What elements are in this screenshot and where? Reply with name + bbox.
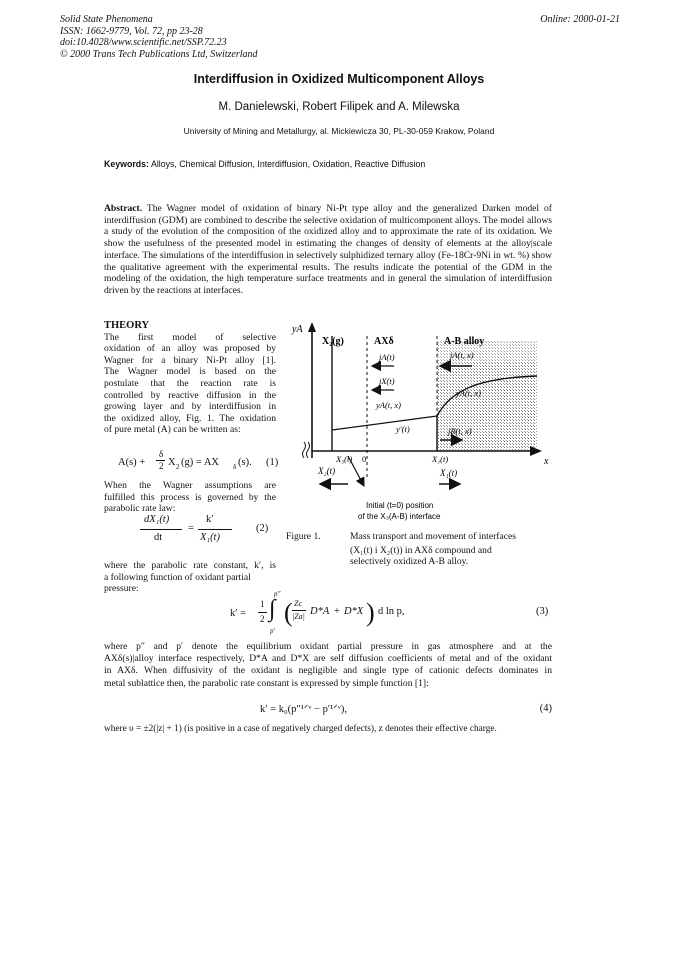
fig-jb-label: jB(t, x) <box>448 426 472 436</box>
fig-yprime-label: y′(t) <box>396 424 410 434</box>
eq3-da: D*A <box>310 606 330 617</box>
axis-break-left <box>303 442 306 458</box>
last-line: where υ = ±2(|z| + 1) (is positive in a case of negatively charged defects), z denotes their effective charge. <box>104 724 497 734</box>
eq1-x: X <box>168 457 176 468</box>
fig-note-line-2: of the X₃(A-B) interface <box>358 512 441 521</box>
authors: M. Danielewski, Robert Filipek and A. Milewska <box>218 101 460 113</box>
paragraph-after-eq3 <box>104 641 552 690</box>
theory-line: a following function of oxidant partial <box>104 571 251 583</box>
keywords <box>104 159 425 169</box>
eq4-number: (4) <box>539 703 552 714</box>
fig-x2t-label: X₂(t) <box>318 466 336 476</box>
eq1-sub: 2 <box>176 463 180 471</box>
abstract-text: The Wagner model of oxidation of binary Ni-Pt type alloy and the generalized Darken model of interdiffusion (GDM) are combined to describe the selective oxidation of multicomponent alloys. The model allows a study of the evolution of the composition of the oxidized alloy and to approximate the rate of its oxidation. We show the usefulness of the presented model in estimating the changes of density of elements at the alloy|scale interface. The simulations of the interdiffusion in selectively sulphidized ternary alloy (Fe-18Cr-9Ni in wt. %) show the qualitative agreement with the experimental results. The results indicate the potential of the GDM in the modeling of the oxidation, the high temperature surface treatments and in general the simulation of interdiffusion driven by the reactions at interfaces. <box>104 203 553 296</box>
eq1-tail: (s). <box>238 457 252 468</box>
y-axis-arrow <box>308 322 316 332</box>
eq3-upper-limit: p″ <box>274 590 281 598</box>
eq3-tail: d ln p, <box>378 606 405 617</box>
eq1-frac-den: 2 <box>159 461 164 471</box>
equation-3: k′ = 1 2 ∫ p″ p′ ( Zc |Za| D*A + D*X ) d ln p, (3) <box>230 590 549 635</box>
theory-line: controlled by reactive diffusion in the <box>104 389 276 401</box>
affiliation: University of Mining and Metallurgy, al. Mickiewicza 30, PL-30-059 Krakow, Poland <box>183 126 495 136</box>
equation-2: dX₁(t) dt = k′ X₁(t) (2) <box>140 514 280 554</box>
fig-note-line-1: Initial (t=0) position <box>366 501 434 510</box>
eq3-zc: Zc <box>294 599 302 608</box>
journal-header <box>60 14 258 60</box>
figure-caption-label: Figure 1. <box>286 531 321 542</box>
eq1-right: (g) = AX <box>181 457 220 468</box>
eq2-num-top: dX₁(t) <box>144 514 170 525</box>
theory-line: The Wagner model is based on the <box>104 366 276 378</box>
fig-axis-x-label: x <box>544 456 549 467</box>
theory-line: of pure metal (A) can be written as: <box>104 424 241 436</box>
eq2-number: (2) <box>256 523 269 534</box>
body-line: where p″ and p′ denote the equilibrium oxidant partial pressure in gas atmosphere and at the <box>104 641 552 652</box>
theory-line: growing layer and by interdiffusion in <box>104 401 276 413</box>
online-date: Online: 2000-01-21 <box>540 14 620 25</box>
body-line: metal sublattice then, the parabolic rate constant is expressed by simple function [1]: <box>104 677 429 689</box>
eq2-num-right: k′ <box>206 514 214 525</box>
fig-axd-label: AXδ <box>374 336 394 347</box>
eq3-za: |Za| <box>292 612 305 621</box>
fig-jatx-label: jA(t, x) <box>450 350 474 360</box>
fig-ja-label: jA(t) <box>379 352 395 362</box>
eq3-half-bar <box>258 612 267 613</box>
eq3-z-bar <box>292 610 306 611</box>
eq4-expression: k′ = k₀(p″¹ᐟᵛ − p′¹ᐟᵛ), <box>260 704 347 715</box>
abstract <box>104 203 552 297</box>
eq2-bar-left <box>140 529 182 530</box>
paper-title: Interdiffusion in Oxidized Multicomponent Alloys <box>193 72 485 86</box>
figure-caption-text <box>350 531 550 568</box>
fig-axis-y-label: yA <box>292 324 303 335</box>
keywords-label: Keywords: <box>104 159 149 169</box>
copyright-line: © 2000 Trans Tech Publications Ltd, Switzerland <box>60 48 258 60</box>
theory-line: The first model of selective <box>104 331 276 343</box>
eq3-lhs: k′ = <box>230 608 247 619</box>
fig-x1-top-label: X₁(t) <box>432 454 449 464</box>
doi-line: doi:10.4028/www.scientific.net/SSP.72.23 <box>60 37 227 48</box>
eq2-den-left: dt <box>154 532 163 543</box>
fig-x1t-label: X₁(t) <box>440 468 458 478</box>
caption-line: Mass transport and movement of interfaces <box>350 531 516 542</box>
fig-yatx-label: yA(t, x) <box>456 388 482 398</box>
theory-para-3 <box>104 560 276 595</box>
body-line: in AXδ. When diffusivity of the oxidant is negligible and single type of cationic defects dominates in <box>104 665 552 677</box>
eq1-left: A(s) + <box>118 457 146 468</box>
issn-line: ISSN: 1662-9779, Vol. 72, pp 23-28 <box>60 25 203 37</box>
abstract-label: Abstract. <box>104 203 143 214</box>
theory-line: Wagner for a binary Ni-Pt alloy [1]. <box>104 354 276 366</box>
eq1-number: (1) <box>266 457 279 468</box>
figure-1-diagram <box>282 318 552 524</box>
theory-line: the oxidized alloy, Fig. 1. The oxidation <box>104 412 276 424</box>
theory-section <box>104 320 276 436</box>
theory-line: fulfilled this process is governed by the <box>104 491 276 503</box>
theory-line: postulate that the reaction rate is <box>104 377 276 389</box>
caption-line: selectively oxidized A-B alloy. <box>350 556 469 568</box>
theory-line: pressure: <box>104 583 139 595</box>
journal-name: Solid State Phenomena <box>60 14 153 25</box>
theory-line: parabolic rate law: <box>104 503 176 515</box>
keywords-text: Alloys, Chemical Diffusion, Interdiffusion, Oxidation, Reactive Diffusion <box>150 159 426 169</box>
ya-profile-oxide <box>332 416 437 430</box>
eq3-lower-limit: p′ <box>270 627 276 635</box>
eq1-frac-num: δ <box>159 449 164 459</box>
eq3-dx: D*X <box>344 606 364 617</box>
theory-para-2 <box>104 480 276 515</box>
fig-x2g-label: X₂(g) <box>322 336 344 347</box>
body-line: AXδ(s)|alloy interface respectively, D*A and D*X are self diffusion coefficients of metal and of the oxidant <box>104 653 552 665</box>
theory-line: oxidation of an alloy was proposed by <box>104 343 276 355</box>
axis-break-right <box>307 442 310 458</box>
eq1-sub2: δ <box>233 463 237 471</box>
eq3-half-den: 2 <box>260 614 265 624</box>
theory-line: where the parabolic rate constant, k′, is <box>104 560 276 571</box>
eq2-bar-right <box>198 529 232 530</box>
eq3-number: (3) <box>536 606 549 617</box>
fig-x3t-label: X₃(t) <box>336 454 353 464</box>
eq2-den-right: X₁(t) <box>200 532 220 543</box>
fig-jx-label: jX(t) <box>379 376 395 386</box>
fig-zero-label: 0 <box>362 454 367 464</box>
theory-heading: THEORY <box>104 320 150 331</box>
fig-ab-alloy-label: A-B alloy <box>444 336 485 347</box>
equation-1 <box>118 449 279 476</box>
fig-ya-label: yA(t, x) <box>376 400 402 410</box>
eq3-half-num: 1 <box>260 599 265 609</box>
caption-line: (X₁(t) i X₂(t)) in AXδ compound and <box>350 544 492 556</box>
theory-line: When the Wagner assumptions are <box>104 480 276 491</box>
eq3-plus: + <box>334 606 340 617</box>
